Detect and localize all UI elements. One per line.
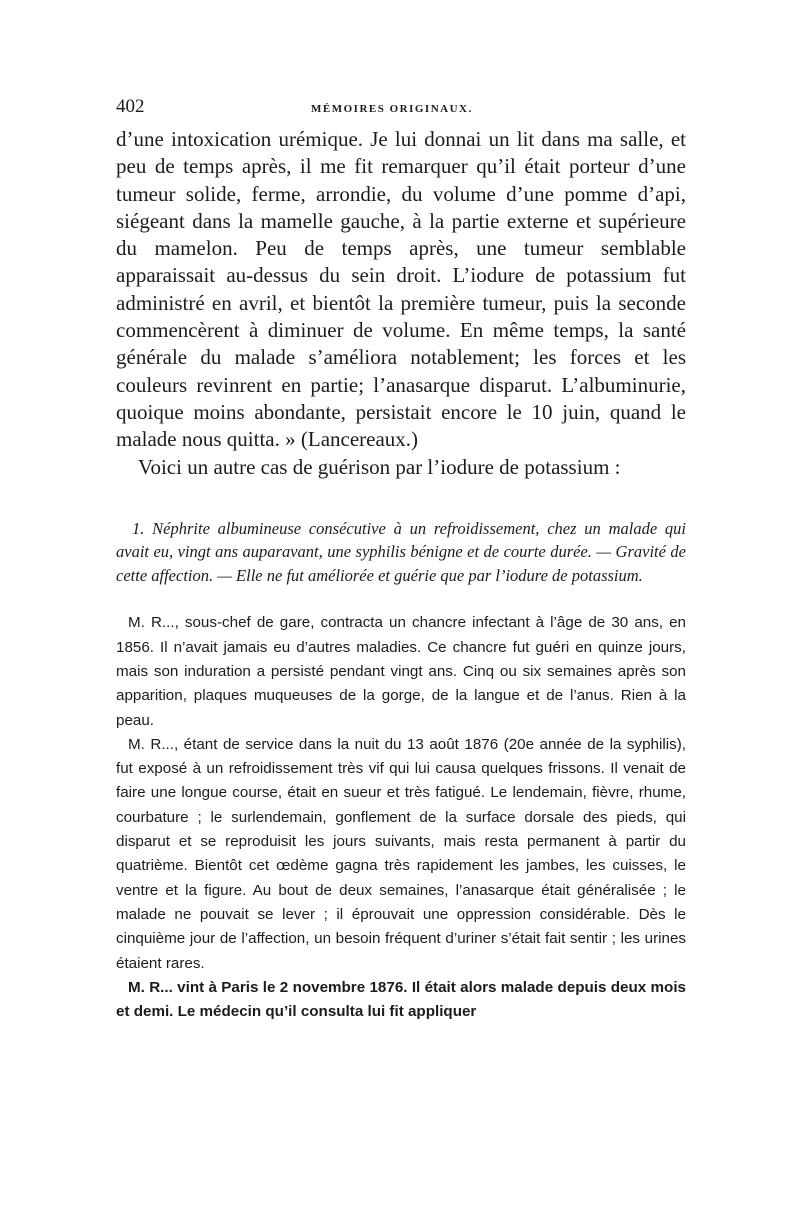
case-heading: 1. Néphrite albumineuse consécutive à un refroidissement, chez un malade qui avait eu, vingt ans auparavant, une syphilis bénigne et de courte durée. — Gravité de cette affection. — Elle ne fut améliorée et guérie que par l’iodure de potassium. xyxy=(116,518,686,585)
case-paragraph-history: M. R..., sous-chef de gare, contracta un chancre infectant à l’âge de 30 ans, en 1856. Il n’avait jamais eu d’autres maladies. Ce chancre fut guéri en quinze jours, mais son induration a persisté pendant vingt ans. Cinq ou six semaines après son apparition, plaques muqueuses de la gorge, de la langue et de l’anus. Rien à la peau. xyxy=(116,614,686,729)
case-paragraph-paris: M. R... vint à Paris le 2 novembre 1876. Il était alors malade depuis deux mois et demi. Le médecin qu’il consulta lui fit appliquer xyxy=(116,978,686,1021)
running-head xyxy=(116,96,686,126)
case-paragraph-onset: M. R..., étant de service dans la nuit du 13 août 1876 (20e année de la syphilis), fut exposé à un refroidissement très vif qui lui causa quelques frissons. Il venait de faire une longue course, était en sueur et très fatigué. Le lendemain, fièvre, rhume, courbature ; le surlendemain, gonflement de la surface dorsale des pieds, qui disparut et se reproduisit les jours suivants, mais resta permanent à partir du quatrième. Bientôt cet œdème gagna très rapidement les jambes, les cuisses, le ventre et la figure. Au bout de deux semaines, l’anasarque était généralisée ; le malade ne pouvait se lever ; il éprouvait une oppression considérable. Dès le cinquième jour de l’affection, un besoin fréquent d’uriner s’était fait sentir ; les urines étaient rares. xyxy=(116,735,686,972)
running-title: MÉMOIRES ORIGINAUX. xyxy=(311,103,473,115)
case-report xyxy=(116,611,686,1024)
paragraph-continued: d’une intoxication urémique. Je lui donnai un lit dans ma salle, et peu de temps après, il me fit remarquer qu’il était porteur d’une tumeur solide, ferme, arrondie, du volume d’une pomme d’api, siégeant dans la mamelle gauche, à la partie externe et supérieure du mamelon. Peu de temps après, une tumeur semblable apparaissait au-dessus du sein droit. L’iodure de potassium fut administré en avril, et bientôt la première tumeur, puis la seconde commencèrent à diminuer de volume. En même temps, la santé générale du malade s’améliora notablement; les forces et les couleurs revinrent en partie; l’anasarque disparut. L’albuminurie, quoique moins abondante, persistait encore le 10 juin, quand le malade nous quitta. » (Lancereaux.) xyxy=(116,127,686,452)
paragraph-intro-case: Voici un autre cas de guérison par l’iodure de potassium : xyxy=(138,454,621,479)
book-page xyxy=(116,96,686,1024)
main-text xyxy=(116,126,686,481)
page-number: 402 xyxy=(116,96,145,117)
